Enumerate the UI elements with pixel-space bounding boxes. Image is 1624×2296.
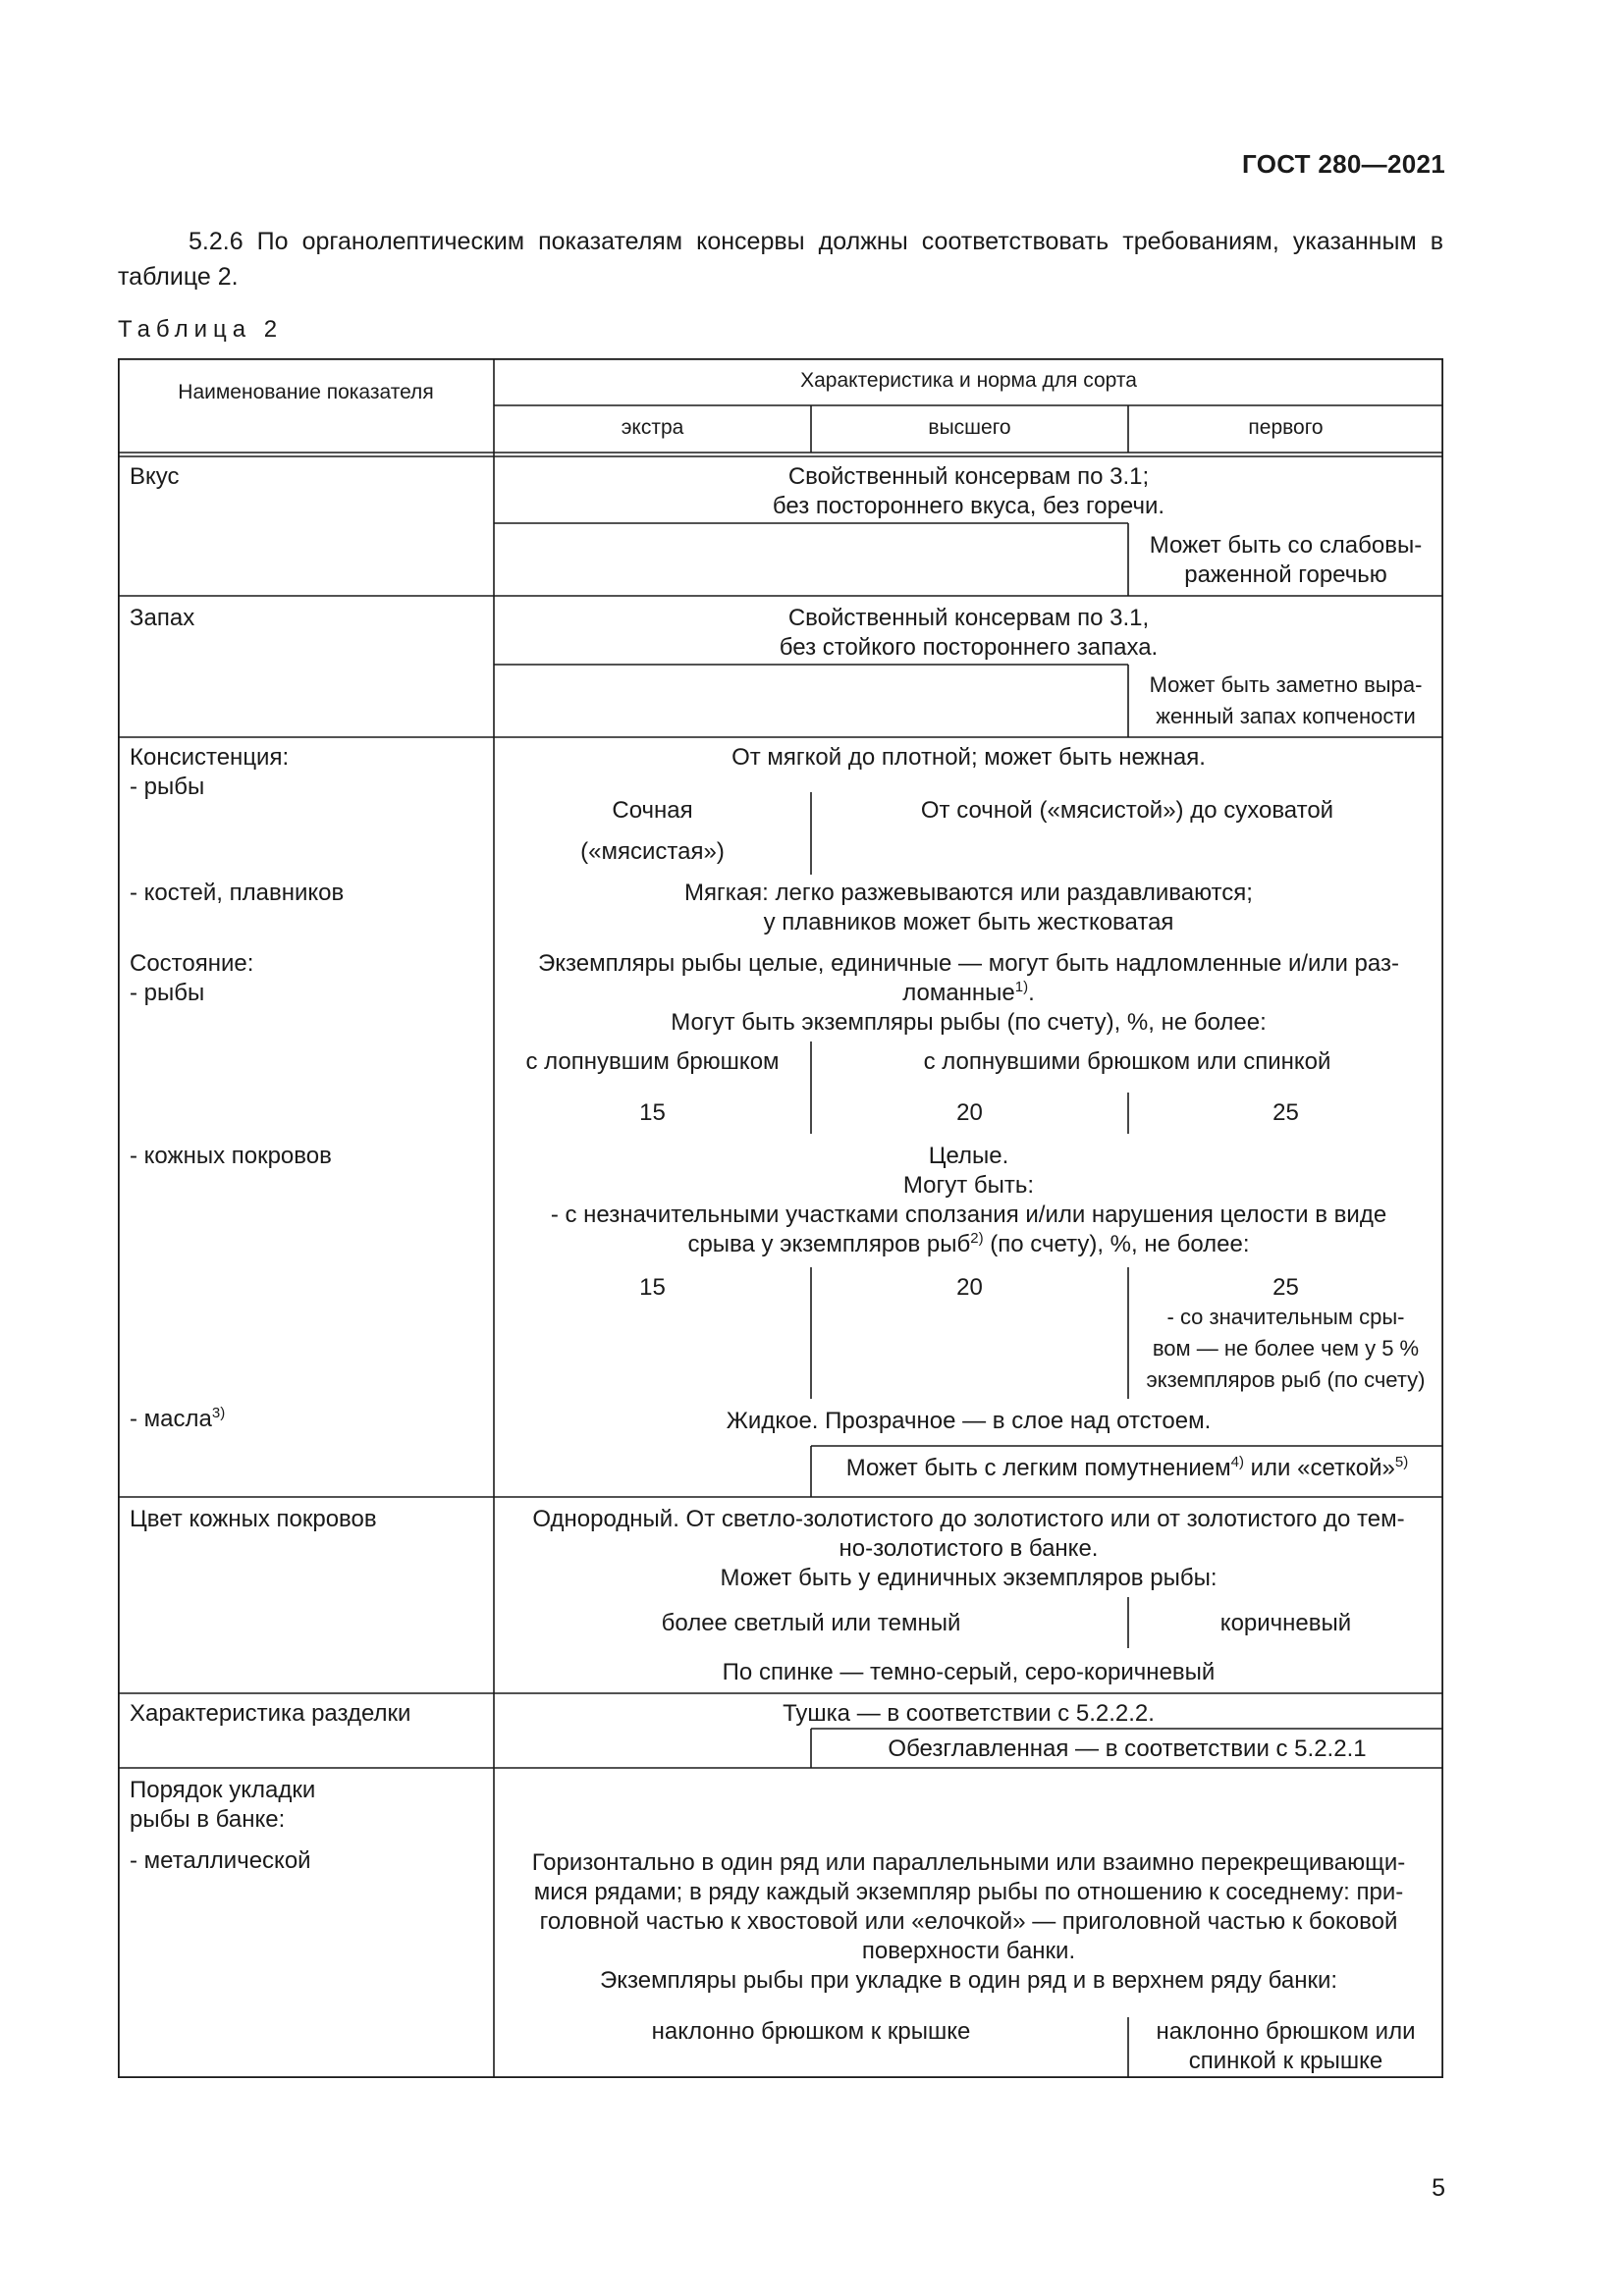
color-left: более светлый или темный [661, 1610, 961, 1636]
cut-line-b: Обезглавленная — в соответствии с 5.2.2.1 [888, 1735, 1367, 1762]
skin-value-extra: 15 [639, 1274, 666, 1301]
state-value-extra: 15 [639, 1099, 666, 1126]
skin-line-d-end: (по счету), %, не более: [983, 1231, 1250, 1257]
state-line-b [494, 979, 1443, 1008]
oil-line-b-mid: или «сеткой» [1243, 1455, 1395, 1481]
header-grade-higher: высшего [928, 416, 1011, 439]
packing-line-e: Экземпляры рыбы при укладке в один ряд и в верхнем ряду банки: [599, 1967, 1338, 1994]
state-fish-label: - рыбы [130, 980, 205, 1006]
page-number: 5 [1432, 2174, 1445, 2202]
smell-norm-line1: Свойственный консервам по 3.1, [787, 605, 1150, 631]
footnote-ref-1: 1) [1014, 979, 1029, 995]
skin-line-a: Целые. [928, 1143, 1009, 1169]
texture-bones-line1: Мягкая: легко разжевываются или раздавливаются; [684, 880, 1253, 906]
header-indicator: Наименование показателя [178, 381, 434, 403]
skin-value-first: 25 [1272, 1274, 1299, 1301]
state-skin-label: - кожных покровов [130, 1143, 332, 1169]
skin-first-note-3: экземпляров рыб (по счету) [1146, 1367, 1426, 1392]
header-grade-extra: экстра [621, 416, 684, 439]
organoleptic-table [118, 358, 1443, 2078]
row-cut-name: Характеристика разделки [130, 1700, 411, 1727]
intro-paragraph: 5.2.6 По органолептическим показателям консервы должны соответствовать требованиям, указанным в таблице 2. [118, 228, 1443, 291]
footnote-ref-3: 3) [211, 1405, 226, 1421]
row-packing-name-1: Порядок укладки [130, 1777, 316, 1803]
footnote-ref-2: 2) [970, 1230, 984, 1247]
skin-line-d-text: срыва у экземпляров рыб [687, 1231, 971, 1257]
packing-right-1: наклонно брюшком или [1156, 2018, 1416, 2045]
taste-first-note-2: раженной горечью [1184, 561, 1387, 588]
packing-metal-label: - металлической [130, 1847, 311, 1874]
row-taste-name: Вкус [130, 463, 180, 490]
color-right: коричневый [1219, 1610, 1352, 1636]
row-state-name: Состояние: [130, 950, 254, 977]
state-value-first: 25 [1272, 1099, 1299, 1126]
row-packing-name-2: рыбы в банке: [130, 1806, 286, 1833]
state-value-higher: 20 [956, 1099, 983, 1126]
header-grade-first: первого [1248, 416, 1324, 439]
color-line-b: но-золотистого в банке. [839, 1535, 1099, 1562]
packing-line-d: поверхности банки. [861, 1938, 1076, 1964]
table-title: Таблица 2 [118, 316, 284, 343]
state-line-a: Экземпляры рыбы целые, единичные — могут быть надломленные и/или раз- [538, 950, 1399, 977]
footnote-ref-4: 4) [1230, 1454, 1244, 1470]
skin-line-d [494, 1230, 1443, 1259]
color-line-c: Может быть у единичных экземпляров рыбы: [720, 1565, 1218, 1591]
packing-left: наклонно брюшком к крышке [651, 2018, 971, 2045]
packing-line-b: мися рядами; в ряду каждый экземпляр рыбы по отношению к соседнему: при- [533, 1879, 1404, 1905]
footnote-ref-5: 5) [1394, 1454, 1409, 1470]
state-line-c: Могут быть экземпляры рыбы (по счету), %, не более: [671, 1009, 1267, 1036]
skin-line-c: - с незначительными участками сползания и/или нарушения целости в виде [550, 1201, 1387, 1228]
smell-norm-line2: без стойкого постороннего запаха. [779, 634, 1159, 661]
row-texture-name: Консистенция: [130, 744, 290, 771]
skin-first-note-1: - со значительным сры- [1166, 1305, 1405, 1329]
texture-extra-1: Сочная [612, 797, 693, 824]
state-oil-label [130, 1405, 225, 1434]
texture-higher-first: От сочной («мясистой») до суховатой [920, 797, 1334, 824]
row-smell-name: Запах [130, 605, 195, 631]
smell-first-note-2: женный запах копчености [1156, 704, 1416, 728]
packing-line-c: головной частью к хвостовой или «елочкой» — приголовной частью к боковой [539, 1908, 1398, 1935]
state-line-b-text: ломанные [902, 980, 1015, 1006]
packing-right-2: спинкой к крышке [1188, 2048, 1383, 2074]
texture-all-grades: От мягкой до плотной; может быть нежная. [731, 744, 1206, 771]
oil-line-b-text: Может быть с легким помутнением [845, 1455, 1231, 1481]
texture-bones-line2: у плавников может быть жестковатая [763, 909, 1174, 935]
header-characteristic: Характеристика и норма для сорта [800, 369, 1137, 392]
oil-line-a: Жидкое. Прозрачное — в слое над отстоем. [726, 1408, 1212, 1434]
state-extra-note: с лопнувшим брюшком [525, 1048, 780, 1075]
color-line-d: По спинке — темно-серый, серо-коричневый [722, 1659, 1216, 1685]
skin-value-higher: 20 [956, 1274, 983, 1301]
smell-first-note-1: Может быть заметно выра- [1149, 672, 1423, 697]
texture-extra-2: («мясистая») [580, 838, 725, 865]
taste-first-note-1: Может быть со слабовы- [1149, 532, 1423, 559]
oil-line-b [811, 1454, 1443, 1483]
cut-line-a: Тушка — в соответствии с 5.2.2.2. [783, 1700, 1155, 1727]
state-other-note: с лопнувшими брюшком или спинкой [923, 1048, 1331, 1075]
texture-bones-label: - костей, плавников [130, 880, 345, 906]
color-line-a: Однородный. От светло-золотистого до золотистого или от золотистого до тем- [532, 1506, 1405, 1532]
skin-first-note-2: вом — не более чем у 5 % [1152, 1336, 1420, 1361]
row-color-name: Цвет кожных покровов [130, 1506, 377, 1532]
packing-line-a: Горизонтально в один ряд или параллельными или взаимно перекрещивающи- [531, 1849, 1406, 1876]
state-line-b-end: . [1028, 980, 1035, 1006]
taste-norm-line1: Свойственный консервам по 3.1; [787, 463, 1150, 490]
texture-fish-label: - рыбы [130, 774, 205, 800]
skin-line-b: Могут быть: [902, 1172, 1035, 1199]
taste-norm-line2: без постороннего вкуса, без горечи. [772, 493, 1165, 519]
document-header: ГОСТ 280—2021 [1242, 149, 1445, 179]
oil-label-text: - масла [130, 1406, 212, 1432]
